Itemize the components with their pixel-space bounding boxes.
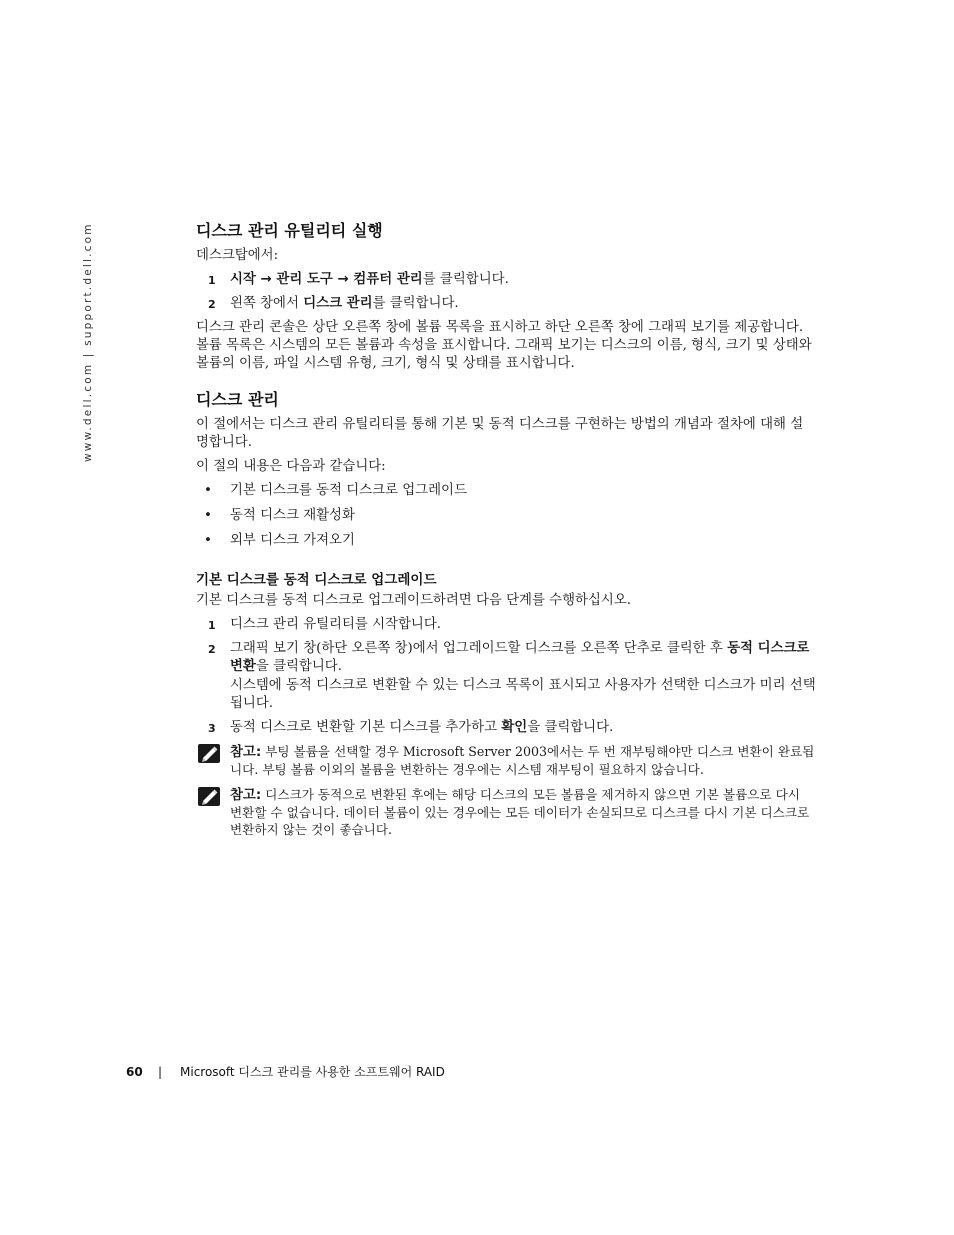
page-number: 60 xyxy=(126,1065,143,1079)
step-text: 를 클릭합니다. xyxy=(422,272,509,287)
steps-run-utility xyxy=(196,271,816,313)
step-text: 을 클릭합니다. xyxy=(527,720,614,735)
bullet-text: 외부 디스크 가져오기 xyxy=(230,533,355,548)
note-2 xyxy=(196,786,816,838)
step-number: 1 xyxy=(208,619,216,632)
bullet-list xyxy=(196,482,816,550)
step-text-pre: 왼쪽 창에서 xyxy=(230,296,304,311)
step-text-pre: 그래픽 보기 창(하단 오른쪽 창)에서 업그레이드할 디스크를 오른쪽 단추로 클릭한 후 xyxy=(230,641,728,656)
note-label: 참고: xyxy=(230,745,262,760)
step-1 xyxy=(196,271,816,289)
section-contents-intro: 이 절의 내용은 다음과 같습니다: xyxy=(196,459,386,474)
steps-upgrade xyxy=(196,616,816,737)
intro-desktop: 데스크탑에서: xyxy=(196,248,279,263)
ui-path: 시작 → 관리 도구 → 컴퓨터 관리 xyxy=(230,272,423,287)
section-title-run-utility: 디스크 관리 유틸리티 실행 xyxy=(196,221,383,240)
footer-title: Microsoft 디스크 관리를 사용한 소프트웨어 RAID xyxy=(180,1065,445,1079)
step-text: 을 클릭합니다. xyxy=(255,659,342,674)
step-subnote: 시스템에 동적 디스크로 변환할 수 있는 디스크 목록이 표시되고 사용자가 선택한 디스크가 미리 선택됩니다. xyxy=(230,678,816,711)
step-text-pre: 동적 디스크로 변환할 기본 디스크를 추가하고 xyxy=(230,720,502,735)
ui-label: 확인 xyxy=(501,720,528,735)
step-number: 1 xyxy=(208,274,216,287)
step-2 xyxy=(196,295,816,313)
note-pencil-icon xyxy=(198,744,220,763)
bullet-text: 동적 디스크 재활성화 xyxy=(230,508,355,523)
step-number: 2 xyxy=(208,643,216,656)
bullet-text: 기본 디스크를 동적 디스크로 업그레이드 xyxy=(230,483,467,498)
note-pencil-icon xyxy=(198,787,220,806)
step-number: 3 xyxy=(208,722,216,735)
ui-label: 디스크 관리 xyxy=(303,296,373,311)
subsection-title-upgrade: 기본 디스크를 동적 디스크로 업그레이드 xyxy=(196,572,437,588)
step-2 xyxy=(196,640,816,713)
bullet-item xyxy=(196,507,816,525)
console-description: 디스크 관리 콘솔은 상단 오른쪽 창에 볼륨 목록을 표시하고 하단 오른쪽 창에 그래픽 보기를 제공합니다. 볼륨 목록은 시스템의 모든 볼륨과 속성을 표시합니다. 그래픽 보기는 디스크의 이름, 형식, 크기 및 상태와 볼륨의 이름, 파일 시스템 유형, 크기, 형식 및 상태를 표시합니다. xyxy=(196,320,812,371)
bullet-icon: • xyxy=(204,533,212,548)
footer-separator: | xyxy=(158,1065,163,1079)
section-title-disk-management: 디스크 관리 xyxy=(196,390,279,409)
ui-label: 동적 디스크로 변환 xyxy=(230,641,810,674)
bullet-item xyxy=(196,532,816,550)
bullet-icon: • xyxy=(204,483,212,498)
page-content xyxy=(196,218,816,846)
section-description: 이 절에서는 디스크 관리 유틸리티를 통해 기본 및 동적 디스크를 구현하는 방법의 개념과 절차에 대해 설명합니다. xyxy=(196,417,804,450)
note-label: 참고: xyxy=(230,788,262,803)
note-text: 부팅 볼륨을 선택할 경우 Microsoft Server 2003에서는 두 번 재부팅해야만 디스크 변환이 완료됩니다. 부팅 볼륨 이외의 볼륨을 변환하는 경우에는 시스템 재부팅이 필요하지 않습니다. xyxy=(230,744,815,777)
bullet-icon: • xyxy=(204,508,212,523)
note-text: 디스크가 동적으로 변환된 후에는 해당 디스크의 모든 볼륨을 제거하지 않으면 기본 볼륨으로 다시 변환할 수 없습니다. 데이터 볼륨이 있는 경우에는 모든 데이터가 손실되므로 디스크를 다시 기본 디스크로 변환하지 않는 것이 좋습니다. xyxy=(230,787,810,837)
sidebar-url: www.dell.com | support.dell.com xyxy=(82,222,94,462)
bullet-item xyxy=(196,482,816,500)
step-number: 2 xyxy=(208,298,216,311)
step-1 xyxy=(196,616,816,634)
upgrade-intro: 기본 디스크를 동적 디스크로 업그레이드하려면 다음 단계를 수행하십시오. xyxy=(196,593,632,608)
note-1 xyxy=(196,743,816,778)
step-text: 를 클릭합니다. xyxy=(372,296,459,311)
step-3 xyxy=(196,719,816,737)
page-footer xyxy=(126,1063,445,1080)
step-text: 디스크 관리 유틸리티를 시작합니다. xyxy=(230,617,442,632)
